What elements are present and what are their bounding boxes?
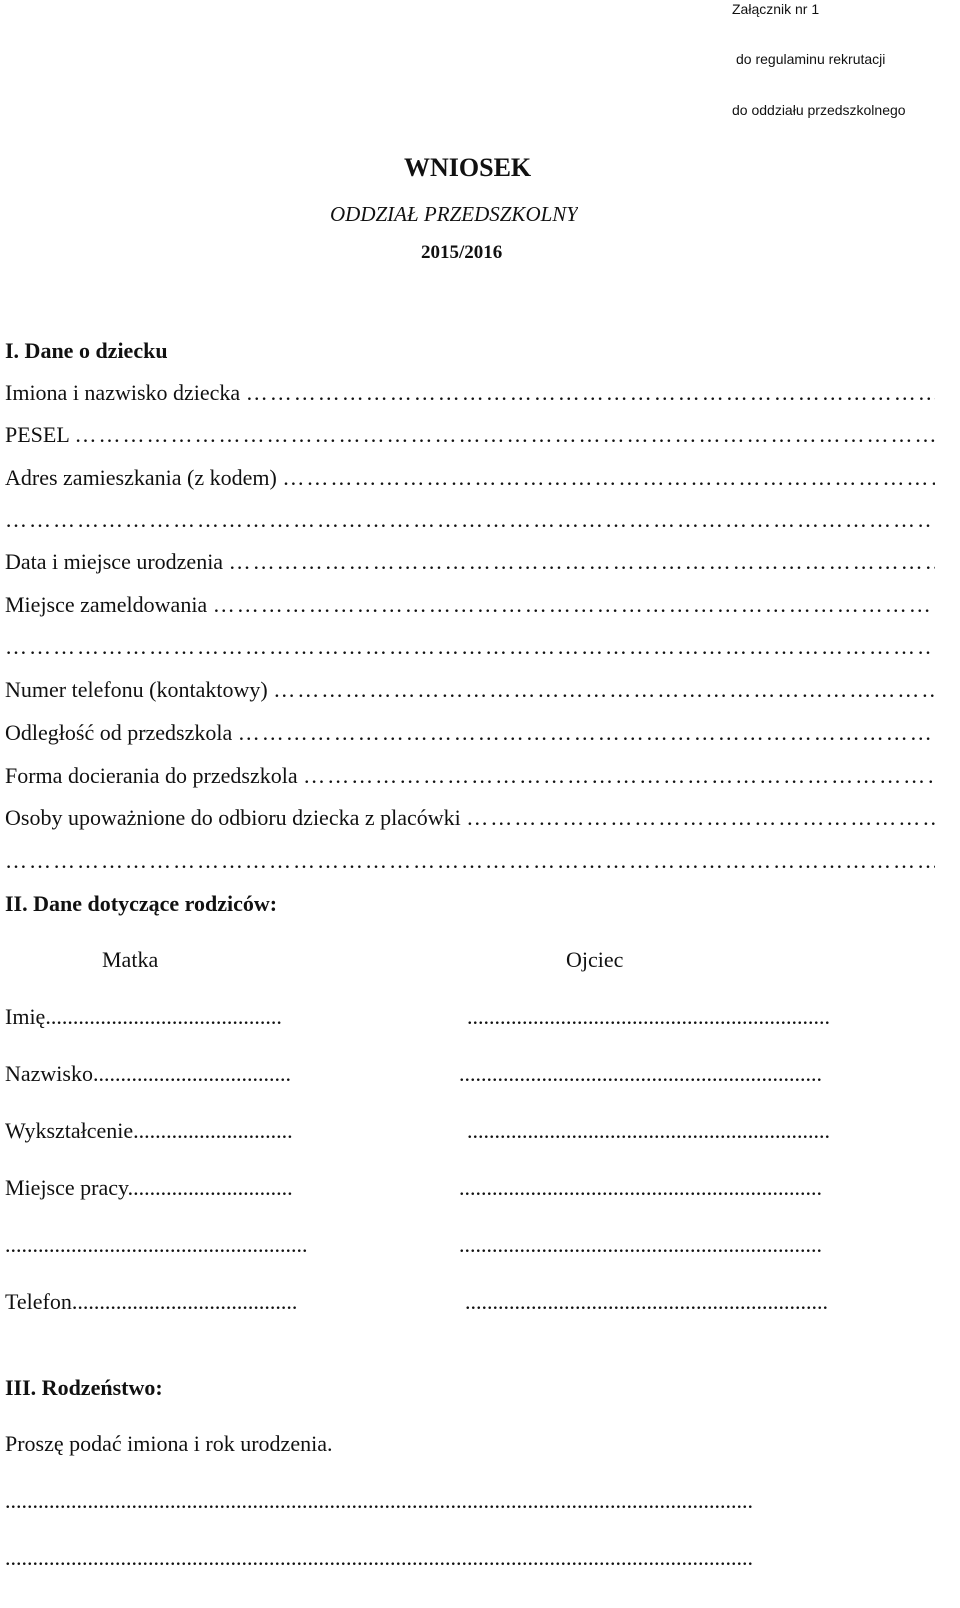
field-phone-dots xyxy=(273,677,935,702)
field-address-label: Adres zamieszkania (z kodem) xyxy=(5,465,277,490)
field-birth-dots xyxy=(229,549,935,574)
field-commute-dots xyxy=(303,763,935,788)
field-child-name[interactable] xyxy=(5,380,935,406)
field-birth-label: Data i miejsce urodzenia xyxy=(5,549,224,574)
field-child-name-dots xyxy=(246,380,935,405)
field-distance[interactable] xyxy=(5,720,935,746)
field-address-dots xyxy=(282,465,935,490)
field-authorized[interactable] xyxy=(5,805,935,831)
mother-phone-dots: ......................................... xyxy=(71,1289,298,1314)
mother-education[interactable] xyxy=(5,1118,395,1144)
section-2-heading: II. Dane dotyczące rodziców: xyxy=(5,891,278,916)
field-address[interactable] xyxy=(5,465,935,491)
field-pesel[interactable] xyxy=(5,422,935,448)
school-year: 2015/2016 xyxy=(421,242,503,263)
field-distance-dots xyxy=(238,720,935,745)
section-3-heading: III. Rodzeństwo: xyxy=(5,1375,163,1400)
father-phone[interactable]: .................................................................. xyxy=(465,1289,828,1314)
first-name-label: Imię xyxy=(5,1004,46,1029)
column-mother: Matka xyxy=(102,947,159,972)
father-last-name[interactable]: .................................................................. xyxy=(459,1061,822,1086)
mother-phone[interactable] xyxy=(5,1289,400,1315)
document-subtitle: ODDZIAŁ PRZEDSZKOLNY xyxy=(330,202,578,226)
field-commute[interactable] xyxy=(5,763,935,789)
mother-workplace[interactable] xyxy=(5,1175,395,1201)
field-authorized-continuation[interactable] xyxy=(5,848,935,874)
siblings-line-2[interactable]: ........................................................................................................................................ xyxy=(5,1545,753,1570)
column-father: Ojciec xyxy=(566,947,624,972)
father-education[interactable]: .................................................................. xyxy=(467,1118,830,1143)
father-workplace-continuation[interactable]: .................................................................. xyxy=(459,1232,822,1257)
attachment-regulation: do regulaminu rekrutacji xyxy=(736,51,886,67)
field-registration-continuation[interactable] xyxy=(5,634,930,660)
field-phone-label: Numer telefonu (kontaktowy) xyxy=(5,677,268,702)
field-registration-dots xyxy=(213,592,935,617)
attachment-department: do oddziału przedszkolnego xyxy=(732,102,906,118)
mother-first-name[interactable] xyxy=(5,1004,395,1030)
father-workplace[interactable]: .................................................................. xyxy=(459,1175,822,1200)
field-authorized-dots xyxy=(466,805,935,830)
field-commute-label: Forma docierania do przedszkola xyxy=(5,763,298,788)
education-label: Wykształcenie xyxy=(5,1118,134,1143)
father-first-name[interactable]: .................................................................. xyxy=(467,1004,830,1029)
mother-first-name-dots: ........................................... xyxy=(45,1004,282,1029)
field-phone[interactable] xyxy=(5,677,935,703)
field-registration[interactable] xyxy=(5,592,935,618)
field-authorized-label: Osoby upoważnione do odbioru dziecka z placówki xyxy=(5,805,461,830)
field-child-name-label: Imiona i nazwisko dziecka xyxy=(5,380,241,405)
field-distance-label: Odległość od przedszkola xyxy=(5,720,233,745)
field-address-continuation[interactable] xyxy=(5,507,930,533)
mother-last-name-dots: .................................... xyxy=(92,1061,291,1086)
mother-education-dots: ............................. xyxy=(133,1118,293,1143)
siblings-instruction: Proszę podać imiona i rok urodzenia. xyxy=(5,1431,333,1456)
siblings-line-1[interactable]: ........................................................................................................................................ xyxy=(5,1488,753,1513)
field-birth[interactable] xyxy=(5,549,935,575)
mother-last-name[interactable] xyxy=(5,1061,395,1087)
mother-workplace-continuation[interactable]: ....................................................... xyxy=(5,1232,308,1257)
attachment-number: Załącznik nr 1 xyxy=(732,1,820,17)
mother-workplace-dots: .............................. xyxy=(127,1175,293,1200)
section-1-heading: I. Dane o dziecku xyxy=(5,338,168,363)
phone-label: Telefon xyxy=(5,1289,72,1314)
workplace-label: Miejsce pracy xyxy=(5,1175,128,1200)
field-registration-label: Miejsce zameldowania xyxy=(5,592,208,617)
document-title: WNIOSEK xyxy=(404,153,532,182)
last-name-label: Nazwisko xyxy=(5,1061,93,1086)
field-pesel-dots xyxy=(74,422,935,447)
field-pesel-label: PESEL xyxy=(5,422,69,447)
